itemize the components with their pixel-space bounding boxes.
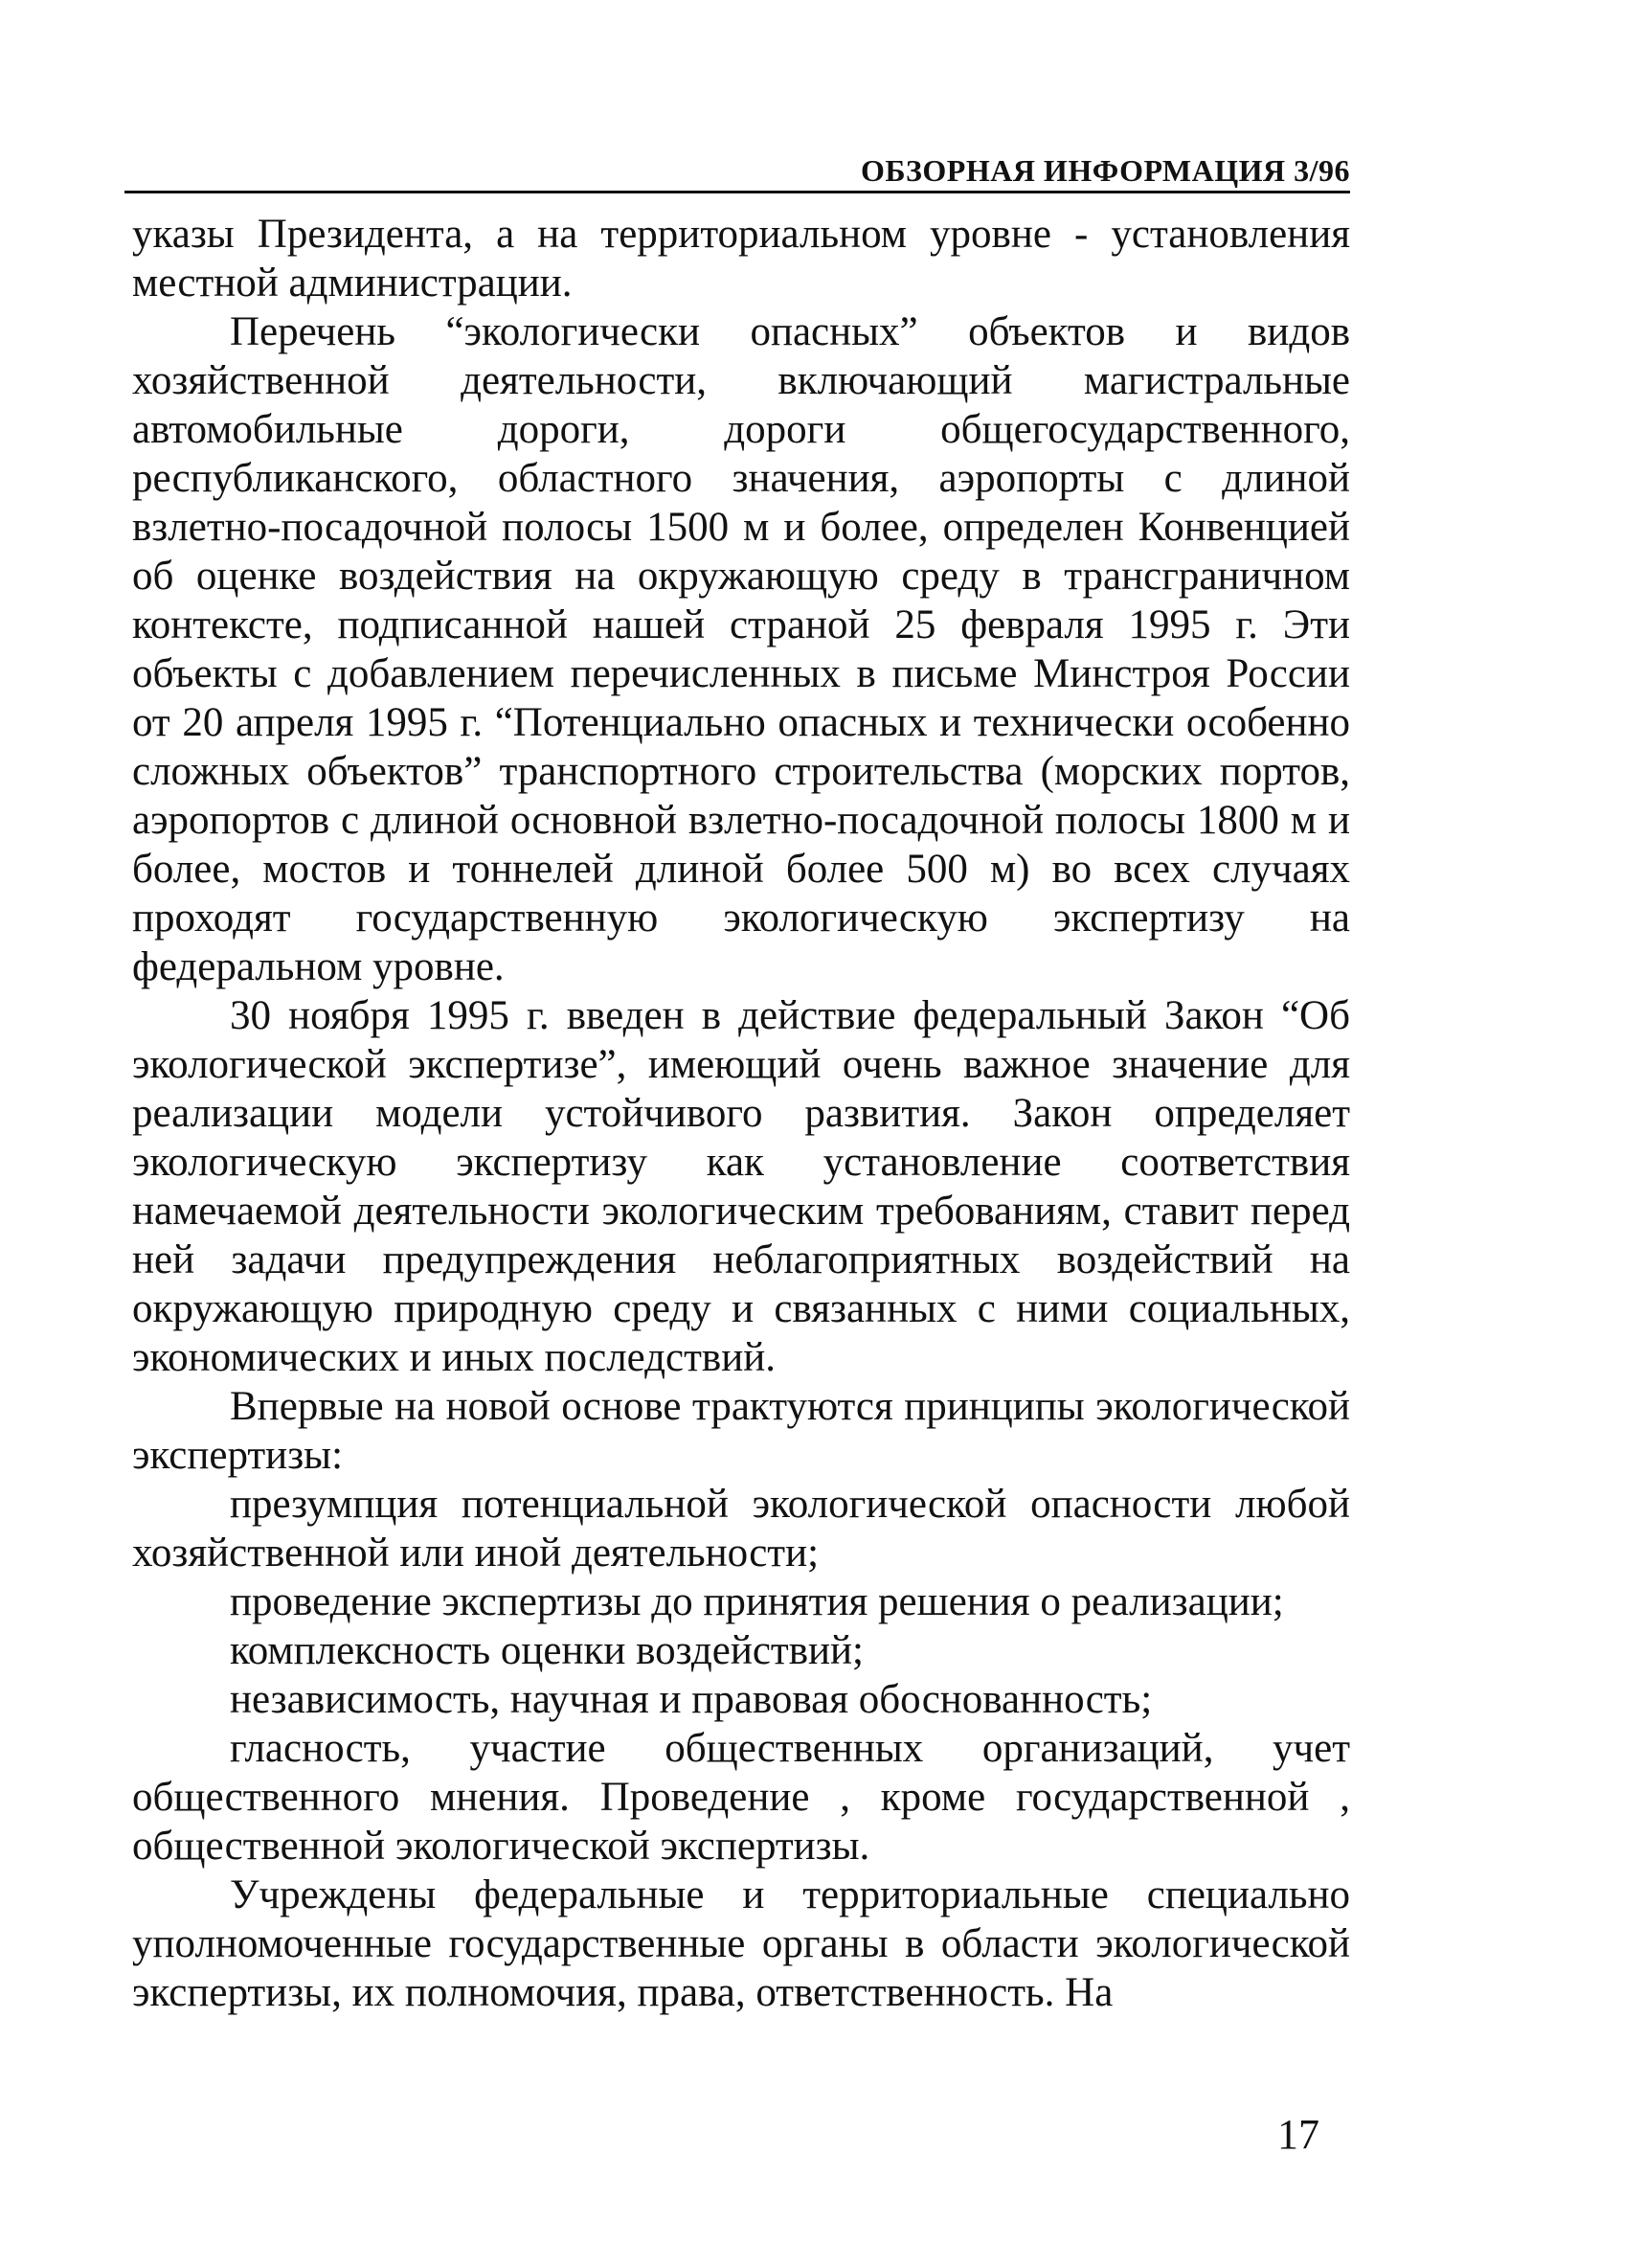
running-header: ОБЗОРНАЯ ИНФОРМАЦИЯ 3/96 <box>860 153 1350 188</box>
body-paragraph: Перечень “экологически опасных” объектов и видов хозяйственной деятельности, включающий магистральные автомобильные дороги, дороги общегосударственного, республиканского, областного значения, аэропорты с длиной взлетно-посадочной полосы 1500 м и более, определен Конвенцией об оценке воздействия на окружающую среду в трансграничном контексте, подписанной нашей страной 25 февраля 1995 г. Эти объекты с добавлением перечисленных в письме Минстроя России от 20 апреля 1995 г. “Потенциально опасных и технически особенно сложных объектов” транспортного строительства (морских портов, аэропортов с длиной основной взлетно-посадочной полосы 1800 м и более, мостов и тоннелей длиной более 500 м) во всех случаях проходят государственную экологическую экспертизу на федеральном уровне. <box>132 309 1350 989</box>
principle-item: презумпция потенциальной экологической опасности любой хозяйственной или иной деятельности; <box>132 1482 1350 1576</box>
body-paragraph: Учреждены федеральные и территориальные специально уполномоченные государственные органы в области экологической экспертизы, их полномочия, права, ответственность. На <box>132 1872 1350 2015</box>
body-text <box>132 210 1350 2017</box>
principle-item: проведение экспертизы до принятия решения о реализации; <box>230 1579 1284 1624</box>
body-paragraph: 30 ноября 1995 г. введен в действие федеральный Закон “Об экологической экспертизе”, имеющий очень важное значение для реализации модели устойчивого развития. Закон определяет экологическую экспертизу как установление соответствия намечаемой деятельности экологическим требованиям, ставит перед ней задачи предупреждения неблагоприятных воздействий на окружающую природную среду и связанных с ними социальных, экономических и иных последствий. <box>132 993 1350 1380</box>
principle-item: комплексность оценки воздействий; <box>230 1628 864 1673</box>
page-number: 17 <box>1277 2111 1319 2158</box>
principle-item: гласность, участие общественных организаций, учет общественного мнения. Проведение , кроме государственной , общественной экологической экспертизы. <box>132 1726 1350 1869</box>
header-rule <box>124 191 1350 193</box>
principle-item: независимость, научная и правовая обоснованность; <box>230 1677 1153 1722</box>
body-paragraph: указы Президента, а на территориальном уровне - установления местной администрации. <box>132 212 1350 306</box>
body-paragraph: Впервые на новой основе трактуются принципы экологической экспертизы: <box>132 1384 1350 1478</box>
